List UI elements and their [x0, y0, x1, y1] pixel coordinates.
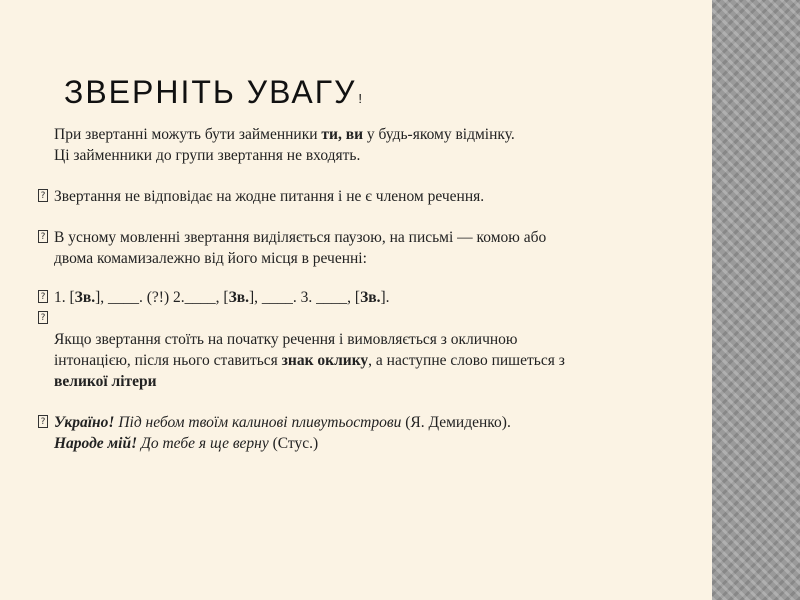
slide-title — [64, 74, 364, 111]
bullet-item-schemes: ? 1. [Зв.], ____. (?!) 2.____, [Зв.], ____. 3. ____, [Зв.]. — [36, 287, 656, 308]
bullet-item-empty — [36, 308, 656, 329]
decorative-side-stripe — [712, 0, 800, 600]
missing-glyph-bullet-icon: ? — [38, 415, 48, 428]
pronoun-note: При звертанні можуть бути займенники ти, ви у будь-якому відмінку. — [54, 126, 515, 143]
bullet-item-continuation: двома комамизалежно від його місця в реченні: — [54, 250, 367, 267]
bullet-item: ? Звертання не відповідає на жодне питання і не є членом речення. — [36, 186, 656, 207]
missing-glyph-bullet-icon: ? — [38, 311, 48, 324]
slide-body — [36, 124, 656, 454]
exclamation-rule-line2: інтонацією, після нього ставиться знак оклику, а наступне слово пишеться з — [54, 352, 565, 369]
pronouns-bold: ти, ви — [321, 126, 364, 143]
example-line-1: ? Україно! Під небом твоїм калинові пливутьострови (Я. Демиденко). — [36, 412, 656, 433]
title-text: ЗВЕРНІТЬ УВАГУ — [64, 74, 357, 110]
example-line-2: Народе мій! До тебе я ще верну (Стус.) — [54, 435, 319, 452]
exclamation-rule-line3: великої літери — [54, 373, 157, 390]
bullet-item: ? В усному мовленні звертання виділяється паузою, на письмі — комою або — [36, 227, 656, 248]
pronoun-note-line2: Ці займенники до групи звертання не входять. — [54, 147, 361, 164]
title-exclamation: ! — [358, 91, 365, 106]
missing-glyph-bullet-icon: ? — [38, 189, 48, 202]
exclamation-rule-line1: Якщо звертання стоїть на початку речення і вимовляється з окличною — [54, 331, 518, 348]
missing-glyph-bullet-icon: ? — [38, 290, 48, 303]
missing-glyph-bullet-icon: ? — [38, 230, 48, 243]
